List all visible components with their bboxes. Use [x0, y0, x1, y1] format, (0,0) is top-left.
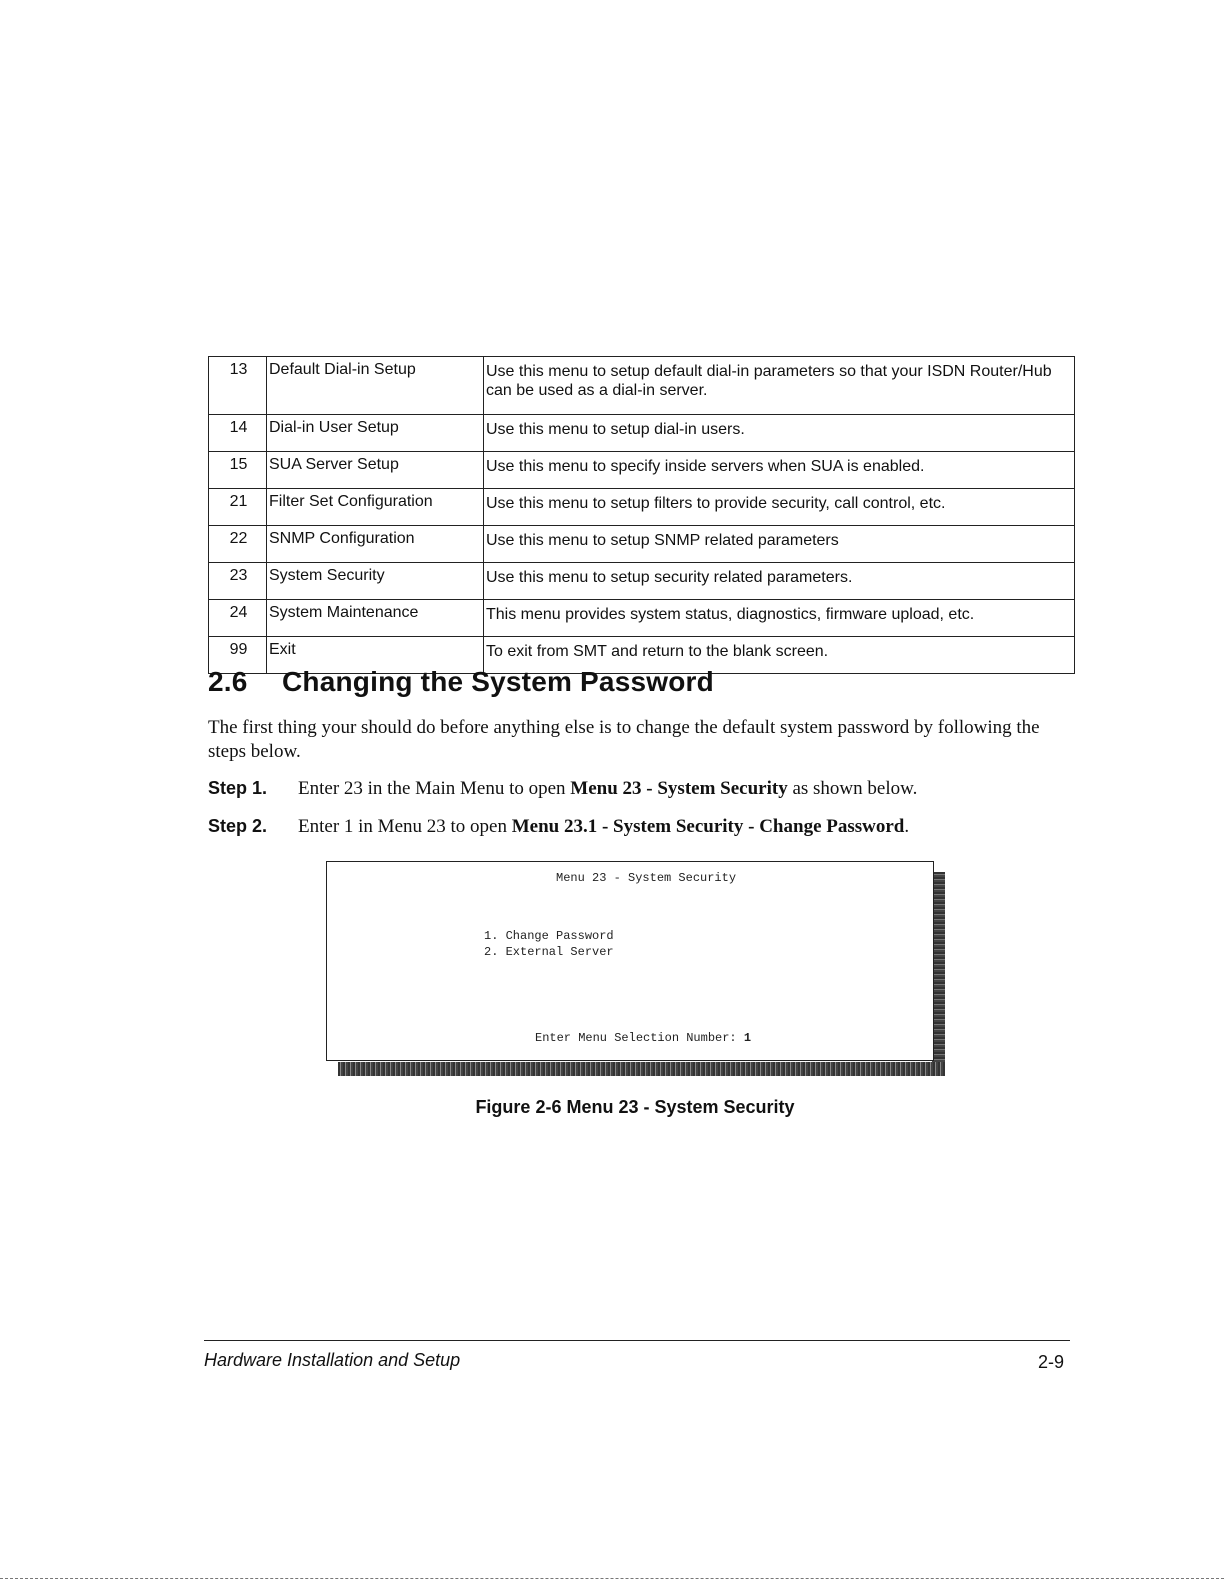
- footer-divider: [204, 1340, 1070, 1341]
- menu-name: System Security: [267, 563, 484, 600]
- table-row: [209, 600, 1075, 637]
- step-2: [208, 814, 909, 839]
- section-heading: [208, 666, 714, 698]
- menu-name: System Maintenance: [267, 600, 484, 637]
- smt-menu-table: [208, 356, 1075, 674]
- menu-name: Filter Set Configuration: [267, 489, 484, 526]
- section-number: 2.6: [208, 666, 248, 697]
- menu-number: 14: [209, 415, 267, 452]
- menu-description: To exit from SMT and return to the blank screen.: [484, 637, 1075, 674]
- screen-option-change-password[interactable]: 1. Change Password: [484, 929, 614, 943]
- table-row: [209, 415, 1075, 452]
- menu-number: 13: [209, 357, 267, 415]
- screen-option-external-server[interactable]: 2. External Server: [484, 945, 614, 959]
- table-row: [209, 489, 1075, 526]
- section-title: Changing the System Password: [282, 666, 714, 697]
- step-text: Enter 23 in the Main Menu to open: [298, 778, 571, 799]
- step-text-end: as shown below.: [787, 778, 918, 799]
- menu-description: This menu provides system status, diagnostics, firmware upload, etc.: [484, 600, 1075, 637]
- step-menu-reference: Menu 23 - System Security: [570, 778, 788, 799]
- menu-description: Use this menu to specify inside servers when SUA is enabled.: [484, 452, 1075, 489]
- menu-number: 23: [209, 563, 267, 600]
- menu-number: 22: [209, 526, 267, 563]
- table-row: [209, 563, 1075, 600]
- table-row: [209, 357, 1075, 415]
- menu-name: SNMP Configuration: [267, 526, 484, 563]
- page-number: 2-9: [1037, 1352, 1064, 1372]
- step-label: Step 1.: [208, 778, 268, 798]
- terminal-screen: [326, 861, 934, 1061]
- menu-name: Default Dial-in Setup: [267, 357, 484, 415]
- step-text: Enter 1 in Menu 23 to open: [298, 816, 512, 837]
- menu-number: 24: [209, 600, 267, 637]
- menu-number: 21: [209, 489, 267, 526]
- menu-description: Use this menu to setup dial-in users.: [484, 415, 1075, 452]
- screen-shadow: [338, 1062, 945, 1076]
- menu-description: Use this menu to setup filters to provide security, call control, etc.: [484, 489, 1075, 526]
- menu-number: 15: [209, 452, 267, 489]
- menu-description: Use this menu to setup security related parameters.: [484, 563, 1075, 600]
- menu-name: SUA Server Setup: [267, 452, 484, 489]
- intro-paragraph: The first thing your should do before anything else is to change the default system password by following the steps below.: [208, 717, 1040, 762]
- figure-caption: Figure 2-6 Menu 23 - System Security: [475, 1097, 795, 1117]
- step-label: Step 2.: [208, 816, 268, 836]
- screen-selection-prompt[interactable]: [535, 1031, 751, 1045]
- menu-name: Exit: [267, 637, 484, 674]
- step-1: [208, 776, 917, 801]
- menu-description: Use this menu to setup SNMP related parameters: [484, 526, 1075, 563]
- menu-name: Dial-in User Setup: [267, 415, 484, 452]
- menu-number: 99: [209, 637, 267, 674]
- prompt-label: Enter Menu Selection Number:: [535, 1031, 744, 1045]
- screen-menu-title: Menu 23 - System Security: [556, 871, 737, 885]
- table-row: [209, 452, 1075, 489]
- selection-value: 1: [743, 1031, 752, 1045]
- scan-edge-divider: [0, 1578, 1224, 1579]
- step-text-end: .: [904, 816, 910, 837]
- footer-title: Hardware Installation and Setup: [204, 1350, 461, 1370]
- table-row: [209, 526, 1075, 563]
- step-menu-reference: Menu 23.1 - System Security - Change Password: [511, 816, 905, 837]
- menu-description: Use this menu to setup default dial-in parameters so that your ISDN Router/Hub can be used as a dial-in server.: [484, 357, 1075, 415]
